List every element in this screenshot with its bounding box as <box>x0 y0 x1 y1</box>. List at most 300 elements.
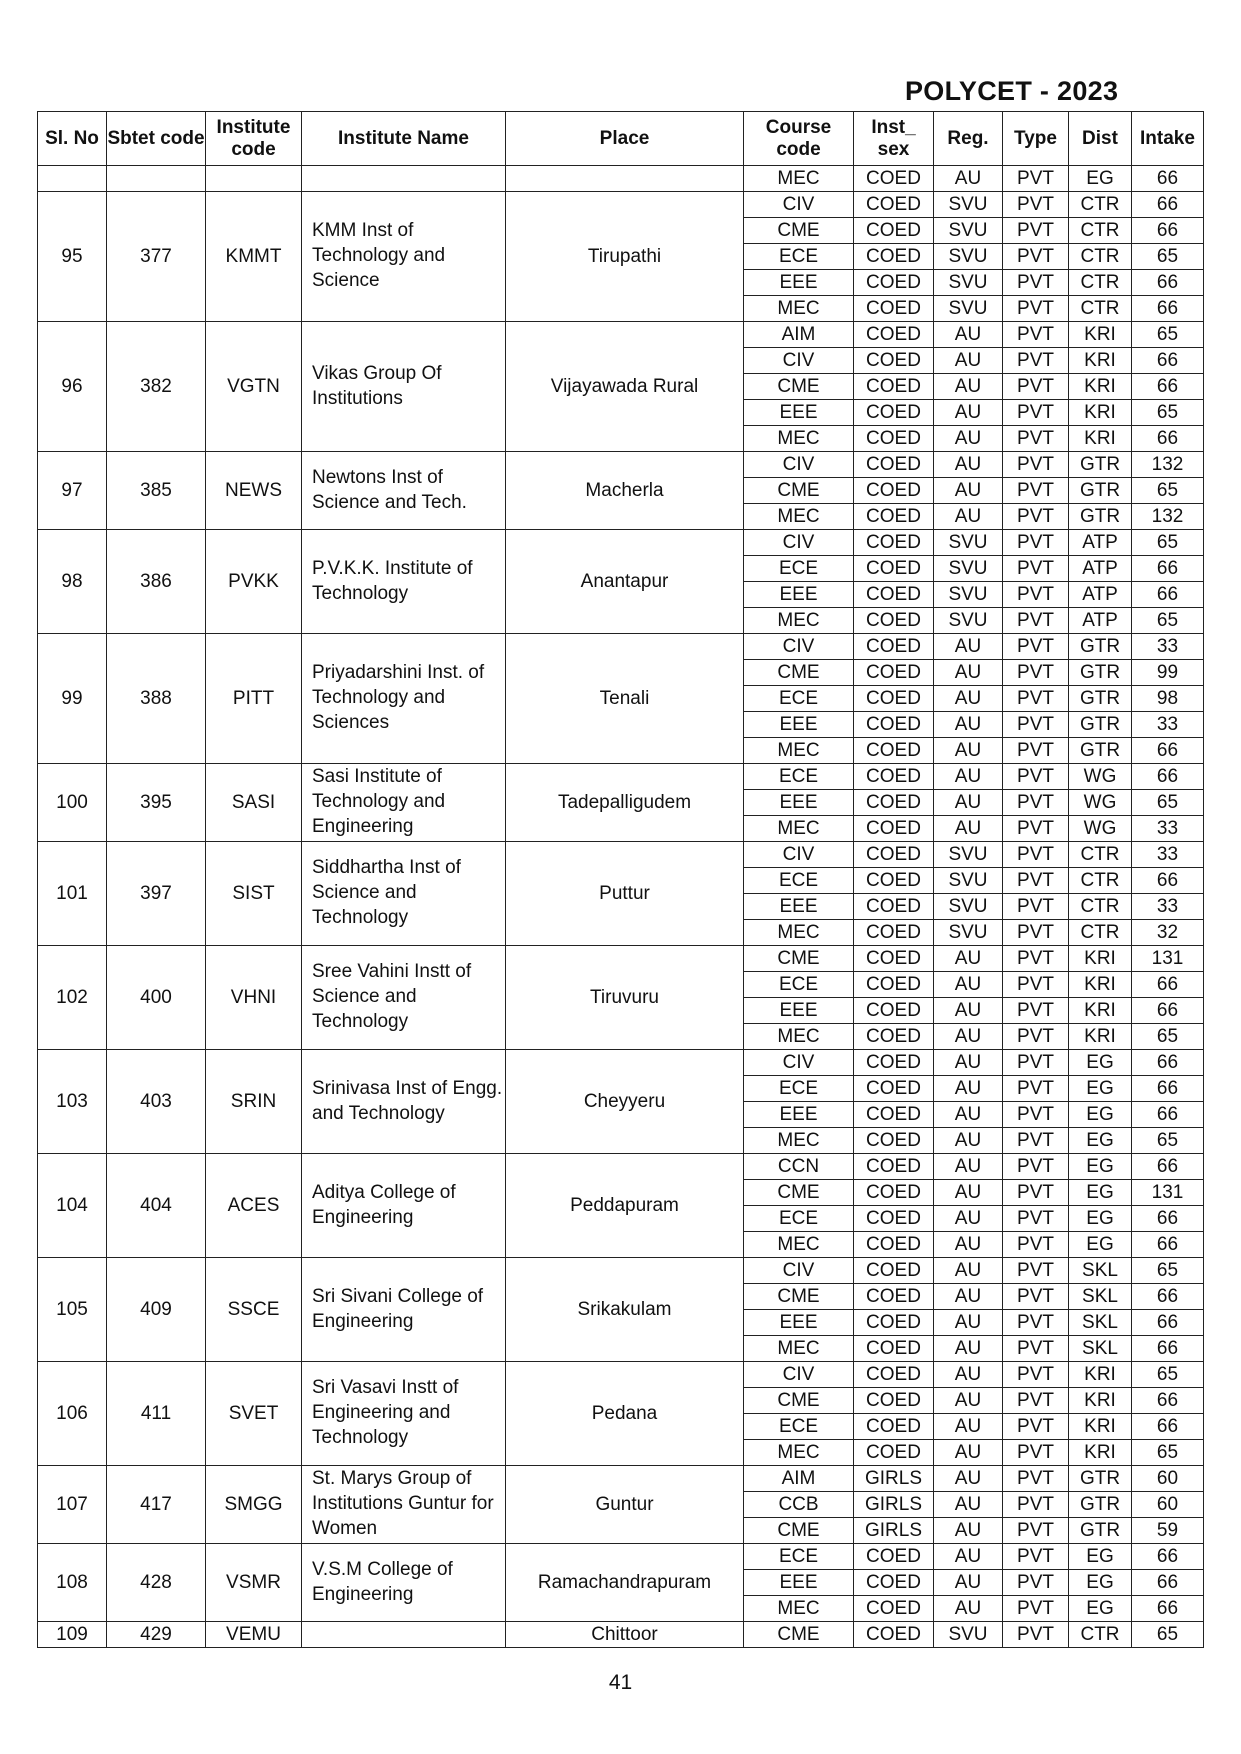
cell-type: PVT <box>1003 1024 1069 1050</box>
cell-district: KRI <box>1069 348 1132 374</box>
cell-inst-sex: COED <box>854 166 934 192</box>
cell-inst-sex: COED <box>854 452 934 478</box>
cell-type: PVT <box>1003 686 1069 712</box>
cell-region: AU <box>934 790 1003 816</box>
cell-institute-name: Sri Vasavi Instt of Engineering and Technology <box>302 1362 506 1466</box>
cell-inst-sex: COED <box>854 790 934 816</box>
cell-region: AU <box>934 660 1003 686</box>
table-row <box>38 322 1204 348</box>
cell-type: PVT <box>1003 192 1069 218</box>
header-row <box>38 112 1204 166</box>
cell-region: SVU <box>934 530 1003 556</box>
cell-type: PVT <box>1003 1388 1069 1414</box>
cell-type: PVT <box>1003 634 1069 660</box>
table-row <box>38 1466 1204 1492</box>
table-row <box>38 1622 1204 1648</box>
cell-sl-no: 103 <box>38 1050 107 1154</box>
cell-sl-no: 98 <box>38 530 107 634</box>
cell-inst-sex: COED <box>854 894 934 920</box>
cell-intake: 65 <box>1132 244 1204 270</box>
cell-intake: 65 <box>1132 530 1204 556</box>
cell-institute-code: VEMU <box>206 1622 302 1648</box>
cell-region: AU <box>934 1362 1003 1388</box>
cell-inst-sex: COED <box>854 634 934 660</box>
cell-intake: 131 <box>1132 1180 1204 1206</box>
cell-course-code: CME <box>744 946 854 972</box>
cell-region: SVU <box>934 1622 1003 1648</box>
cell-intake: 66 <box>1132 192 1204 218</box>
cell-district: EG <box>1069 1076 1132 1102</box>
cell-intake: 65 <box>1132 1362 1204 1388</box>
cell-type: PVT <box>1003 1128 1069 1154</box>
cell-inst-sex: COED <box>854 1440 934 1466</box>
cell-inst-sex: COED <box>854 530 934 556</box>
cell-district: ATP <box>1069 530 1132 556</box>
cell-place: Tenali <box>506 634 744 764</box>
cell-sbtet-code: 385 <box>107 452 206 530</box>
cell-inst-sex: COED <box>854 270 934 296</box>
cell-course-code: MEC <box>744 166 854 192</box>
cell-place: Cheyyeru <box>506 1050 744 1154</box>
cell-institute-name: KMM Inst of Technology and Science <box>302 192 506 322</box>
cell-inst-sex: COED <box>854 1102 934 1128</box>
cell-district: EG <box>1069 1180 1132 1206</box>
cell-type: PVT <box>1003 166 1069 192</box>
cell-intake: 65 <box>1132 1622 1204 1648</box>
cell-type: PVT <box>1003 218 1069 244</box>
cell-course-code: CME <box>744 1284 854 1310</box>
cell-institute-code: KMMT <box>206 192 302 322</box>
cell-intake: 66 <box>1132 218 1204 244</box>
cell-inst-sex: GIRLS <box>854 1466 934 1492</box>
cell-region: AU <box>934 1024 1003 1050</box>
cell-type: PVT <box>1003 1492 1069 1518</box>
cell-sl-no: 105 <box>38 1258 107 1362</box>
page-number: 41 <box>608 1671 633 1694</box>
cell-place: Anantapur <box>506 530 744 634</box>
cell-district: KRI <box>1069 1440 1132 1466</box>
cell-institute-name: Newtons Inst of Science and Tech. <box>302 452 506 530</box>
cell-type: PVT <box>1003 1102 1069 1128</box>
cell-inst-sex: COED <box>854 296 934 322</box>
cell-intake: 66 <box>1132 1596 1204 1622</box>
cell-type: PVT <box>1003 608 1069 634</box>
cell-course-code: MEC <box>744 816 854 842</box>
cell-region: AU <box>934 1440 1003 1466</box>
cell-sbtet-code: 397 <box>107 842 206 946</box>
cell-place: Tadepalligudem <box>506 764 744 842</box>
cell-inst-sex: COED <box>854 1310 934 1336</box>
cell-inst-sex: COED <box>854 1154 934 1180</box>
cell-type: PVT <box>1003 660 1069 686</box>
cell-district: SKL <box>1069 1310 1132 1336</box>
cell-sbtet-code: 400 <box>107 946 206 1050</box>
header-region: Reg. <box>934 112 1003 166</box>
table-row <box>38 452 1204 478</box>
cell-inst-sex: COED <box>854 1206 934 1232</box>
cell-type: PVT <box>1003 1050 1069 1076</box>
cell-intake: 66 <box>1132 426 1204 452</box>
cell-sl-no: 97 <box>38 452 107 530</box>
cell-inst-sex: COED <box>854 1414 934 1440</box>
cell-inst-sex: COED <box>854 816 934 842</box>
cell-intake: 66 <box>1132 972 1204 998</box>
cell-intake: 132 <box>1132 452 1204 478</box>
cell-course-code: MEC <box>744 504 854 530</box>
cell-type: PVT <box>1003 1154 1069 1180</box>
cell-inst-sex: COED <box>854 1258 934 1284</box>
cell-district: EG <box>1069 1596 1132 1622</box>
cell-course-code: ECE <box>744 1544 854 1570</box>
cell-sl-no: 106 <box>38 1362 107 1466</box>
table-row <box>38 842 1204 868</box>
cell-intake: 66 <box>1132 1284 1204 1310</box>
cell-course-code: CIV <box>744 842 854 868</box>
cell-inst-sex: COED <box>854 322 934 348</box>
cell-institute-name: Vikas Group Of Institutions <box>302 322 506 452</box>
cell-institute-name: St. Marys Group of Institutions Guntur for Women <box>302 1466 506 1544</box>
cell-course-code: MEC <box>744 608 854 634</box>
cell-district: CTR <box>1069 192 1132 218</box>
cell-course-code: CCN <box>744 1154 854 1180</box>
cell-region: AU <box>934 1518 1003 1544</box>
cell-course-code: CME <box>744 218 854 244</box>
cell-region: AU <box>934 1180 1003 1206</box>
cell-course-code: ECE <box>744 556 854 582</box>
cell-intake: 66 <box>1132 374 1204 400</box>
cell-type: PVT <box>1003 582 1069 608</box>
cell-district: CTR <box>1069 920 1132 946</box>
cell-course-code: EEE <box>744 998 854 1024</box>
cell-type: PVT <box>1003 1284 1069 1310</box>
cell-intake: 66 <box>1132 1414 1204 1440</box>
cell-inst-sex: COED <box>854 478 934 504</box>
cell-region: AU <box>934 1336 1003 1362</box>
cell-inst-sex: GIRLS <box>854 1518 934 1544</box>
cell-type: PVT <box>1003 1206 1069 1232</box>
cell-type: PVT <box>1003 842 1069 868</box>
cell-district: SKL <box>1069 1258 1132 1284</box>
cell-inst-sex: COED <box>854 686 934 712</box>
cell-course-code: CME <box>744 1518 854 1544</box>
header-institute-code: Institute code <box>206 112 302 166</box>
cell-region: AU <box>934 712 1003 738</box>
cell-region: AU <box>934 764 1003 790</box>
cell-type: PVT <box>1003 738 1069 764</box>
cell-institute-name: Siddhartha Inst of Science and Technology <box>302 842 506 946</box>
table-row <box>38 192 1204 218</box>
cell-sbtet-code: 429 <box>107 1622 206 1648</box>
cell-type: PVT <box>1003 816 1069 842</box>
cell-course-code: MEC <box>744 1336 854 1362</box>
cell-sbtet-code: 404 <box>107 1154 206 1258</box>
table-body <box>38 166 1204 1648</box>
cell-intake: 60 <box>1132 1492 1204 1518</box>
cell-sbtet-code: 382 <box>107 322 206 452</box>
cell-district: GTR <box>1069 452 1132 478</box>
cell-sbtet-code: 395 <box>107 764 206 842</box>
cell-type: PVT <box>1003 998 1069 1024</box>
institute-table <box>37 111 1204 1648</box>
cell-inst-sex: COED <box>854 946 934 972</box>
cell-district: ATP <box>1069 582 1132 608</box>
cell-type: PVT <box>1003 764 1069 790</box>
cell-inst-sex: COED <box>854 400 934 426</box>
cell-inst-sex: COED <box>854 556 934 582</box>
cell-institute-code: SMGG <box>206 1466 302 1544</box>
table-row <box>38 1362 1204 1388</box>
cell-type: PVT <box>1003 1518 1069 1544</box>
cell-district: KRI <box>1069 1024 1132 1050</box>
cell-sl-no: 100 <box>38 764 107 842</box>
cell-sbtet-code: 411 <box>107 1362 206 1466</box>
cell-region: AU <box>934 998 1003 1024</box>
cell-intake: 65 <box>1132 1440 1204 1466</box>
header-inst-sex: Inst_ sex <box>854 112 934 166</box>
cell-sl-no: 101 <box>38 842 107 946</box>
cell-district: WG <box>1069 816 1132 842</box>
cell-region: AU <box>934 1284 1003 1310</box>
cell-inst-sex: COED <box>854 1570 934 1596</box>
cell-institute-name: Priyadarshini Inst. of Technology and Sciences <box>302 634 506 764</box>
cell-inst-sex: COED <box>854 504 934 530</box>
cell-intake: 33 <box>1132 712 1204 738</box>
cell-course-code: CME <box>744 1388 854 1414</box>
cell-region: AU <box>934 1570 1003 1596</box>
header-place: Place <box>506 112 744 166</box>
cell-region: AU <box>934 348 1003 374</box>
cell-district: CTR <box>1069 244 1132 270</box>
cell-type: PVT <box>1003 1414 1069 1440</box>
cell-course-code: ECE <box>744 972 854 998</box>
cell-sl-no: 102 <box>38 946 107 1050</box>
cell-intake: 66 <box>1132 348 1204 374</box>
cell-region: AU <box>934 1466 1003 1492</box>
cell-region: AU <box>934 400 1003 426</box>
cell-intake: 65 <box>1132 1128 1204 1154</box>
cell-type: PVT <box>1003 504 1069 530</box>
cell-institute-name: Sree Vahini Instt of Science and Technology <box>302 946 506 1050</box>
header-intake: Intake <box>1132 112 1204 166</box>
cell-type: PVT <box>1003 530 1069 556</box>
cell-sl-no: 95 <box>38 192 107 322</box>
cell-place: Pedana <box>506 1362 744 1466</box>
cell-district: GTR <box>1069 738 1132 764</box>
cell-course-code: CIV <box>744 1362 854 1388</box>
cell-course-code: CIV <box>744 348 854 374</box>
cell-course-code: MEC <box>744 426 854 452</box>
cell-institute-code: VHNI <box>206 946 302 1050</box>
cell-institute-name: P.V.K.K. Institute of Technology <box>302 530 506 634</box>
cell-sl-no: 109 <box>38 1622 107 1648</box>
cell-district: KRI <box>1069 946 1132 972</box>
cell-region: AU <box>934 426 1003 452</box>
cell-region: SVU <box>934 270 1003 296</box>
cell-intake: 66 <box>1132 868 1204 894</box>
cell-district: KRI <box>1069 374 1132 400</box>
cell-inst-sex: COED <box>854 608 934 634</box>
cell-place: Tirupathi <box>506 192 744 322</box>
cell-region: AU <box>934 1232 1003 1258</box>
cell-region: AU <box>934 1102 1003 1128</box>
cell-district: KRI <box>1069 426 1132 452</box>
table-row <box>38 1544 1204 1570</box>
cell-place: Peddapuram <box>506 1154 744 1258</box>
cell-intake: 33 <box>1132 634 1204 660</box>
cell-place: Ramachandrapuram <box>506 1544 744 1622</box>
cell-sl-no: 99 <box>38 634 107 764</box>
cell-inst-sex: COED <box>854 244 934 270</box>
cell-region: AU <box>934 972 1003 998</box>
cell-inst-sex: COED <box>854 1284 934 1310</box>
cell-inst-sex: COED <box>854 1388 934 1414</box>
cell-course-code: CIV <box>744 192 854 218</box>
cell-course-code: MEC <box>744 1024 854 1050</box>
cell-course-code: EEE <box>744 270 854 296</box>
cell-inst-sex: COED <box>854 582 934 608</box>
cell-sbtet-code: 428 <box>107 1544 206 1622</box>
cell-inst-sex: COED <box>854 1076 934 1102</box>
header-district: Dist <box>1069 112 1132 166</box>
cell-region: SVU <box>934 894 1003 920</box>
cell-institute-code: PITT <box>206 634 302 764</box>
cell-intake: 66 <box>1132 270 1204 296</box>
cell-district: EG <box>1069 1128 1132 1154</box>
cell-inst-sex: COED <box>854 1622 934 1648</box>
cell-region: AU <box>934 738 1003 764</box>
cell-intake: 65 <box>1132 478 1204 504</box>
table-row <box>38 1154 1204 1180</box>
cell-course-code: CIV <box>744 634 854 660</box>
cell-district: EG <box>1069 1544 1132 1570</box>
cell-inst-sex: COED <box>854 1128 934 1154</box>
cell-course-code: ECE <box>744 868 854 894</box>
table-row <box>38 166 1204 192</box>
cell-course-code: ECE <box>744 764 854 790</box>
cell-district: ATP <box>1069 556 1132 582</box>
cell-region: SVU <box>934 556 1003 582</box>
cell-type: PVT <box>1003 400 1069 426</box>
table-row <box>38 1050 1204 1076</box>
cell-intake: 60 <box>1132 1466 1204 1492</box>
cell-inst-sex: COED <box>854 426 934 452</box>
cell-course-code: MEC <box>744 1440 854 1466</box>
cell-inst-sex: COED <box>854 1596 934 1622</box>
cell-district: EG <box>1069 166 1132 192</box>
cell-institute-code: PVKK <box>206 530 302 634</box>
cell-intake: 66 <box>1132 1102 1204 1128</box>
cell-place: Guntur <box>506 1466 744 1544</box>
cell-intake: 33 <box>1132 894 1204 920</box>
cell-intake: 66 <box>1132 1206 1204 1232</box>
cell-type: PVT <box>1003 1232 1069 1258</box>
cell-inst-sex: COED <box>854 738 934 764</box>
cell-region: AU <box>934 634 1003 660</box>
cell-institute-code: SASI <box>206 764 302 842</box>
cell-inst-sex: COED <box>854 764 934 790</box>
cell-course-code: CME <box>744 1180 854 1206</box>
cell-intake: 131 <box>1132 946 1204 972</box>
header-sbtet-code: Sbtet code <box>107 112 206 166</box>
cell-intake: 132 <box>1132 504 1204 530</box>
cell-region: AU <box>934 1492 1003 1518</box>
cell-inst-sex: COED <box>854 998 934 1024</box>
cell-intake: 65 <box>1132 790 1204 816</box>
cell-type: PVT <box>1003 868 1069 894</box>
cell-intake: 32 <box>1132 920 1204 946</box>
cell-intake: 66 <box>1132 998 1204 1024</box>
cell-sbtet-code: 386 <box>107 530 206 634</box>
cell-inst-sex: COED <box>854 348 934 374</box>
cell-district: EG <box>1069 1154 1132 1180</box>
cell-course-code: EEE <box>744 400 854 426</box>
cell-course-code: CIV <box>744 452 854 478</box>
cell-region: SVU <box>934 296 1003 322</box>
cell-district: KRI <box>1069 1362 1132 1388</box>
cell-institute-code <box>206 166 302 192</box>
cell-intake: 99 <box>1132 660 1204 686</box>
cell-district: ATP <box>1069 608 1132 634</box>
cell-type: PVT <box>1003 1622 1069 1648</box>
cell-inst-sex: COED <box>854 842 934 868</box>
cell-inst-sex: COED <box>854 192 934 218</box>
cell-district: KRI <box>1069 400 1132 426</box>
cell-course-code: EEE <box>744 1570 854 1596</box>
cell-district: EG <box>1069 1232 1132 1258</box>
cell-intake: 65 <box>1132 400 1204 426</box>
cell-region: AU <box>934 1596 1003 1622</box>
cell-district: GTR <box>1069 1492 1132 1518</box>
cell-institute-code: ACES <box>206 1154 302 1258</box>
cell-type: PVT <box>1003 712 1069 738</box>
cell-sl-no: 107 <box>38 1466 107 1544</box>
cell-type: PVT <box>1003 1336 1069 1362</box>
cell-district: GTR <box>1069 634 1132 660</box>
cell-district: KRI <box>1069 1388 1132 1414</box>
cell-intake: 33 <box>1132 842 1204 868</box>
cell-course-code: CME <box>744 478 854 504</box>
cell-type: PVT <box>1003 1466 1069 1492</box>
cell-place: Srikakulam <box>506 1258 744 1362</box>
cell-institute-code: SIST <box>206 842 302 946</box>
cell-region: AU <box>934 1128 1003 1154</box>
cell-intake: 65 <box>1132 1024 1204 1050</box>
cell-course-code: MEC <box>744 296 854 322</box>
cell-course-code: ECE <box>744 244 854 270</box>
cell-course-code: CME <box>744 374 854 400</box>
cell-inst-sex: COED <box>854 1544 934 1570</box>
cell-course-code: EEE <box>744 712 854 738</box>
cell-region: AU <box>934 686 1003 712</box>
cell-intake: 66 <box>1132 1544 1204 1570</box>
cell-type: PVT <box>1003 1544 1069 1570</box>
cell-region: AU <box>934 322 1003 348</box>
cell-region: SVU <box>934 582 1003 608</box>
cell-region: AU <box>934 1206 1003 1232</box>
cell-institute-code: NEWS <box>206 452 302 530</box>
cell-institute-code: VGTN <box>206 322 302 452</box>
cell-region: AU <box>934 946 1003 972</box>
cell-region: SVU <box>934 920 1003 946</box>
cell-inst-sex: COED <box>854 972 934 998</box>
cell-institute-name: V.S.M College of Engineering <box>302 1544 506 1622</box>
cell-type: PVT <box>1003 1362 1069 1388</box>
cell-intake: 66 <box>1132 1050 1204 1076</box>
cell-type: PVT <box>1003 1570 1069 1596</box>
cell-course-code: CIV <box>744 530 854 556</box>
cell-district: KRI <box>1069 1414 1132 1440</box>
cell-district: GTR <box>1069 1518 1132 1544</box>
